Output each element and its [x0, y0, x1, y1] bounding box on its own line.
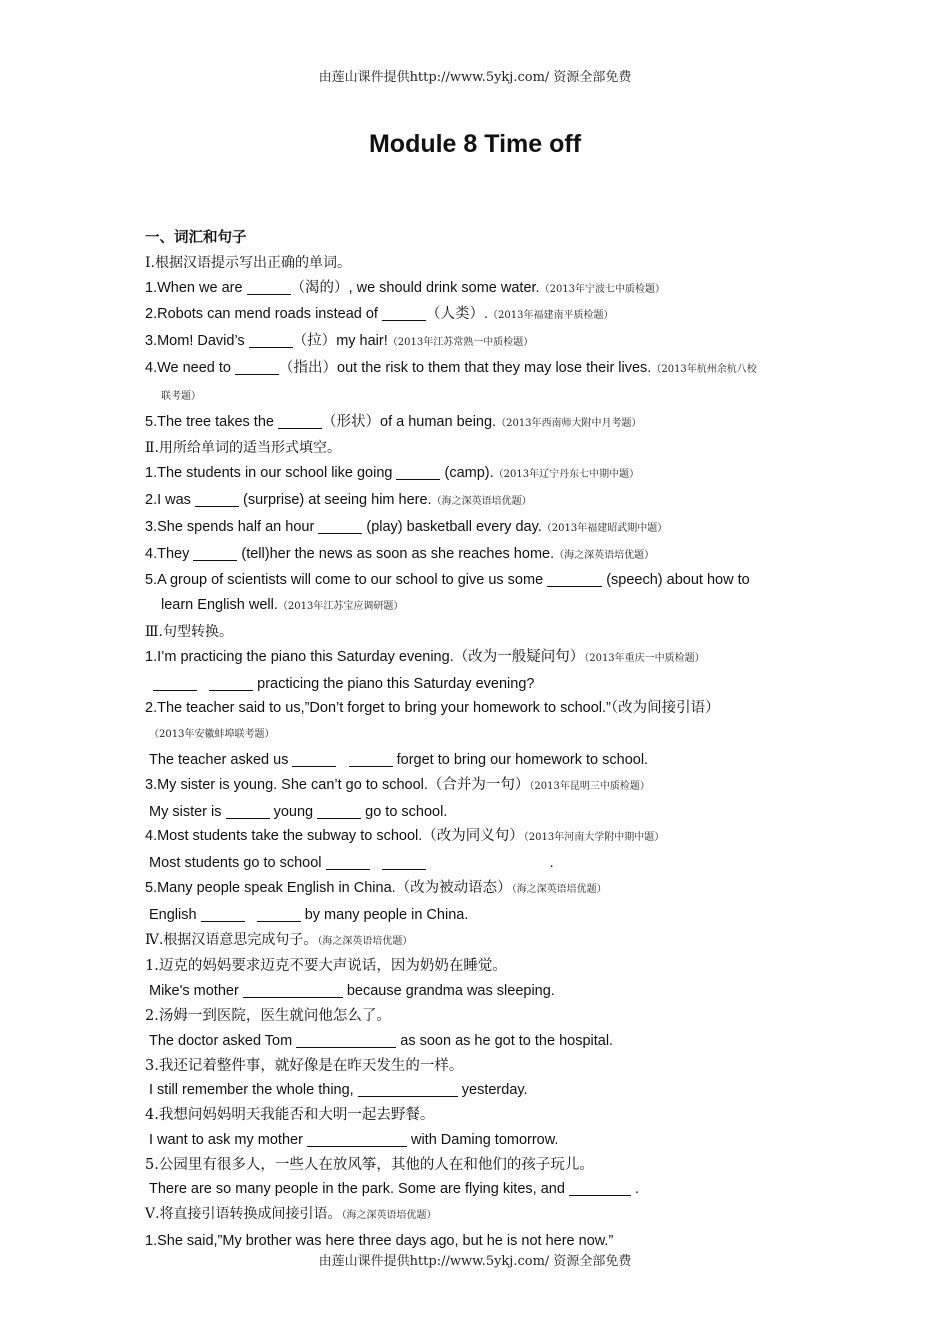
part1-q3: 3.Mom! David’s （拉）my hair!（2013年江苏常熟一中质检题）: [145, 333, 534, 350]
answer-blank[interactable]: [195, 491, 239, 507]
answer-blank[interactable]: [358, 1081, 458, 1097]
part2-q5-cont: learn English well.（2013年江苏宝应调研题）: [161, 597, 404, 614]
answer-blank[interactable]: [296, 1032, 396, 1048]
part4-q4-prompt: 4.我想问妈妈明天我能否和大明一起去野餐。: [145, 1107, 435, 1124]
answer-blank[interactable]: [209, 675, 253, 691]
part4-q5-answer: There are so many people in the park. Some are flying kites, and .: [149, 1181, 639, 1198]
answer-blank[interactable]: [249, 332, 293, 348]
part2-q2: 2.I was (surprise) at seeing him here.（海之深英语培优题）: [145, 491, 532, 508]
part2-q3: 3.She spends half an hour (play) basketball every day.（2013年福建昭武期中题）: [145, 518, 668, 535]
part3-q1-answer: practicing the piano this Saturday evening?: [145, 672, 810, 697]
answer-blank[interactable]: [318, 518, 362, 534]
part4-q5-prompt: 5.公园里有很多人，一些人在放风筝，其他的人在和他们的孩子玩儿。: [145, 1156, 594, 1173]
part3-q3-answer: My sister is young go to school.: [149, 803, 448, 820]
part3-q1: 1.I’m practicing the piano this Saturday evening.（改为一般疑问句）（2013年重庆一中质检题）: [145, 648, 705, 665]
part4-q4-answer: I want to ask my mother with Daming tomorrow.: [149, 1131, 559, 1148]
part4-q1-prompt: 1.迈克的妈妈要求迈克不要大声说话，因为奶奶在睡觉。: [145, 958, 507, 975]
answer-blank[interactable]: [382, 305, 426, 321]
answer-blank[interactable]: [193, 545, 237, 561]
answer-blank[interactable]: [226, 803, 270, 819]
answer-blank[interactable]: [235, 359, 279, 375]
part3-q4: 4.Most students take the subway to school.（改为同义句）（2013年河南大学附中期中题）: [145, 828, 665, 845]
part3-q2: 2.The teacher said to us,”Don’t forget to bring your homework to school.”（改为间接引语）: [145, 700, 720, 717]
answer-blank[interactable]: [326, 854, 370, 870]
part2-heading: Ⅱ.用所给单词的适当形式填空。: [145, 440, 341, 457]
part3-q2-answer: The teacher asked us forget to bring our homework to school.: [149, 751, 649, 768]
part3-q4-answer: Most students go to school .: [149, 855, 554, 872]
page-title: Module 8 Time off: [368, 130, 582, 158]
part4-heading: Ⅳ.根据汉语意思完成句子。（海之深英语培优题）: [145, 931, 413, 948]
section-heading: 一、词汇和句子: [145, 230, 247, 246]
part3-heading: Ⅲ.句型转换。: [145, 623, 233, 640]
part3-q3: 3.My sister is young. She can’t go to school.（合并为一句）（2013年昆明三中质检题）: [145, 776, 650, 793]
worksheet-content: [145, 226, 810, 1254]
page-header: 由莲山课件提供http://www.5ykj.com/ 资源全部免费: [318, 70, 632, 85]
answer-blank[interactable]: [569, 1180, 631, 1196]
part1-q5: 5.The tree takes the （形状）of a human being.（2013年西南师大附中月考题）: [145, 413, 642, 430]
part1-q4-cont: 联考题）: [161, 390, 201, 402]
part4-q2-prompt: 2.汤姆一到医院，医生就问他怎么了。: [145, 1007, 391, 1024]
part1-heading: Ⅰ.根据汉语提示写出正确的单词。: [145, 254, 351, 271]
part1-q1: 1.When we are （渴的）, we should drink some water.（2013年宁波七中质检题）: [145, 279, 666, 296]
part2-q1: 1.The students in our school like going (camp).（2013年辽宁丹东七中期中题）: [145, 465, 640, 482]
part1-q2: 2.Robots can mend roads instead of （人类）.（2013年福建南平质检题）: [145, 306, 614, 323]
answer-blank[interactable]: [153, 675, 197, 691]
answer-blank[interactable]: [396, 464, 440, 480]
answer-blank[interactable]: [317, 803, 361, 819]
answer-blank[interactable]: [349, 751, 393, 767]
answer-blank[interactable]: [278, 413, 322, 429]
part5-heading: Ⅴ.将直接引语转换成间接引语。（海之深英语培优题）: [145, 1206, 437, 1223]
answer-blank[interactable]: [257, 906, 301, 922]
part3-q5-answer: English by many people in China.: [149, 906, 469, 923]
answer-blank[interactable]: [201, 906, 245, 922]
answer-blank[interactable]: [292, 751, 336, 767]
page-footer: 由莲山课件提供http://www.5ykj.com/ 资源全部免费: [318, 1254, 632, 1269]
part2-q4: 4.They (tell)her the news as soon as she reaches home.（海之深英语培优题）: [145, 545, 655, 562]
answer-blank[interactable]: [547, 571, 602, 587]
part5-q1: 1.She said,”My brother was here three days ago, but he is not here now.”: [145, 1233, 614, 1250]
answer-blank[interactable]: [307, 1131, 407, 1147]
answer-blank[interactable]: [243, 982, 343, 998]
answer-blank[interactable]: [382, 854, 426, 870]
part3-q2-src: （2013年安徽蚌埠联考题）: [149, 729, 275, 741]
part1-q4: 4.We need to （指出）out the risk to them that they may lose their lives.（2013年杭州余杭八校: [145, 359, 757, 376]
part4-q3-answer: I still remember the whole thing, yesterday.: [149, 1082, 528, 1099]
answer-blank[interactable]: [247, 279, 291, 295]
part4-q3-prompt: 3.我还记着整件事，就好像是在昨天发生的一样。: [145, 1057, 464, 1074]
part3-q5: 5.Many people speak English in China.（改为被动语态）（海之深英语培优题）: [145, 879, 607, 896]
part2-q5: 5.A group of scientists will come to our school to give us some (speech) about how to: [145, 572, 750, 589]
part4-q2-answer: The doctor asked Tom as soon as he got to the hospital.: [149, 1032, 614, 1049]
part4-q1-answer: Mike's mother because grandma was sleeping.: [149, 983, 555, 1000]
